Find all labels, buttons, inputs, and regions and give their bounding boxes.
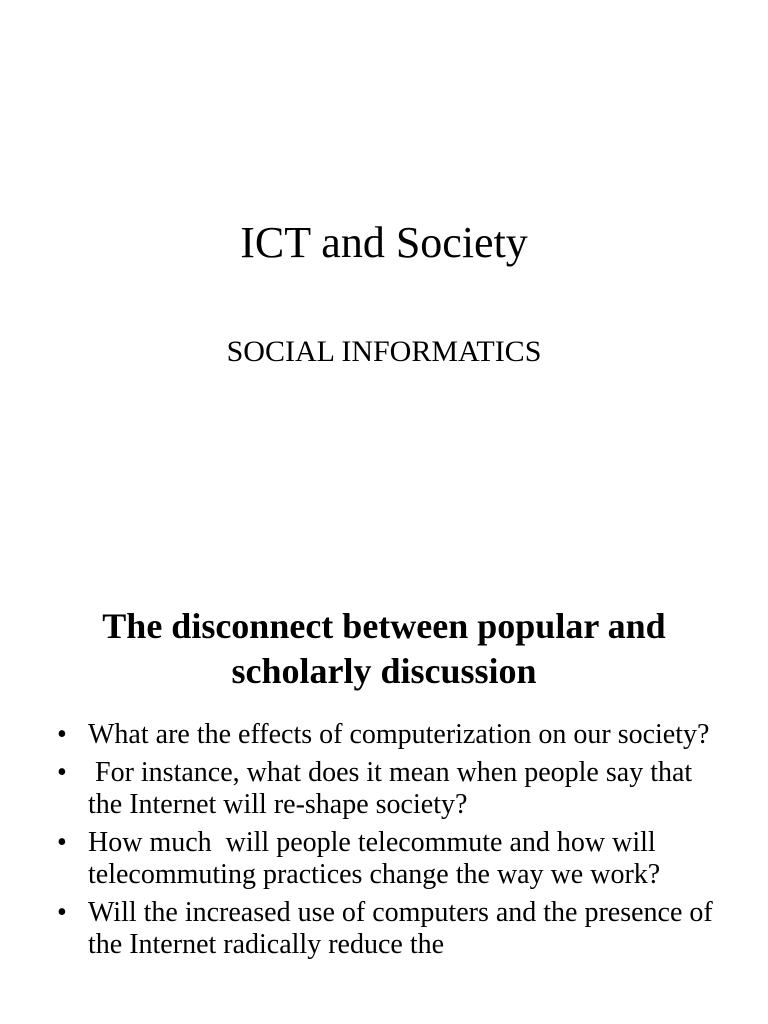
bullet-icon: •	[57, 897, 67, 928]
bullet-item	[0, 757, 768, 821]
bullet-text: What are the effects of computerization on our society?	[88, 719, 710, 750]
slide-heading: The disconnect between popular and scholarly discussion	[102, 606, 666, 691]
content-slide	[0, 576, 768, 1024]
slide-subtitle: SOCIAL INFORMATICS	[226, 335, 542, 368]
bullet-item	[0, 719, 768, 751]
bullet-icon: •	[57, 757, 67, 788]
bullet-icon: •	[57, 719, 67, 750]
bullet-item	[0, 897, 768, 961]
bullet-icon: •	[57, 827, 67, 858]
slide-title: ICT and Society	[240, 218, 528, 267]
bullet-text: How much will people telecommute and how will telecommuting practices change the way we work?	[88, 827, 663, 890]
bullet-text: For instance, what does it mean when people say that the Internet will re-shape society?	[88, 757, 700, 820]
bullet-text: Will the increased use of computers and the presence of the Internet radically reduce the	[88, 897, 720, 960]
bullet-list	[0, 719, 768, 967]
bullet-item	[0, 827, 768, 891]
